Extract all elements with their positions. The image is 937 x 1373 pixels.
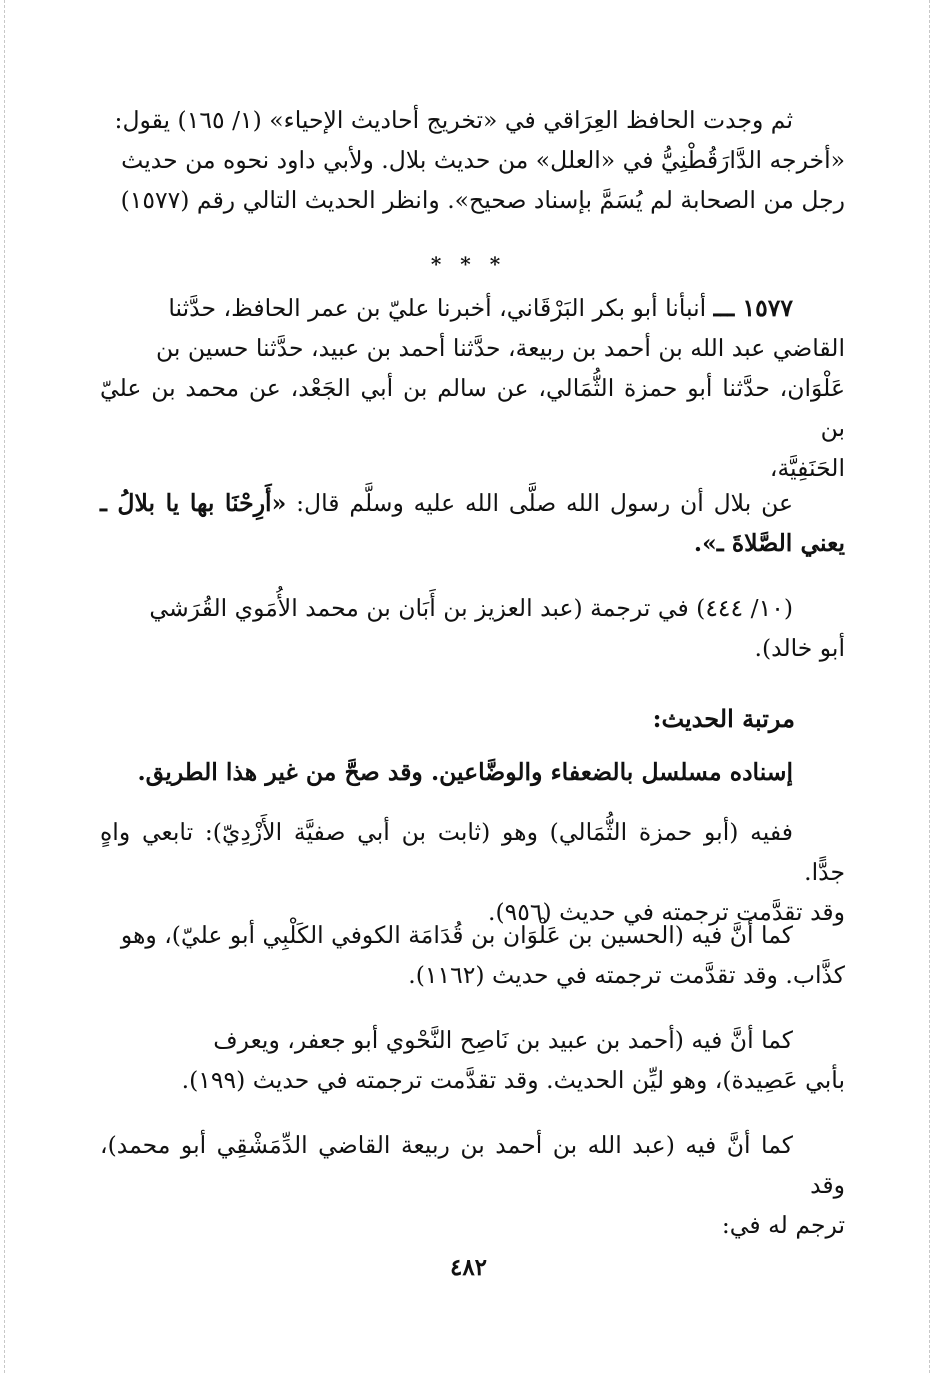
narrator-4-line-1: كما أنَّ فيه (عبد الله بن أحمد بن ربيعة القاضي الدِّمَشْقِي أبو محمد)، وقد [100, 1131, 845, 1199]
hadith-isnad [100, 288, 845, 488]
narrator-1-line-2: وقد تقدَّمت ترجمته في حديث (٩٥٦). [488, 898, 845, 926]
hadith-line-4: الحَنَفِيَّة، [769, 454, 845, 482]
hadith-line-2: القاضي عبد الله بن أحمد بن ربيعة، حدَّثنا أحمد بن عبيد، حدَّثنا حسين بن [156, 334, 845, 362]
reference-line-2: أبو خالد). [754, 634, 845, 662]
intro-line-2: «أخرجه الدَّارَقُطْنِيُّ في «العلل» من حديث بلال. ولأبي داود نحوه من حديث [121, 146, 845, 174]
right-margin-guide [929, 0, 930, 1373]
section-separator: * * * [430, 252, 507, 276]
source-reference [100, 588, 845, 668]
matn-text [100, 483, 845, 563]
reference-line-1: (١٠/ ٤٤٤) في ترجمة (عبد العزيز بن أَبَان بن محمد الأُمَوي القُرَشي [149, 594, 793, 622]
narrator-4-line-2: ترجم له في: [721, 1211, 845, 1239]
hadith-line-3: عَلْوَان، حدَّثنا أبو حمزة الثُّمَالي، عن سالم بن أبي الجَعْد، عن محمد بن عليّ بن [100, 374, 845, 442]
grade-heading: مرتبة الحديث: [652, 704, 795, 733]
narrator-2-line-2: كذَّاب. وقد تقدَّمت ترجمته في حديث (١١٦٢). [408, 961, 845, 989]
narrator-2-line-1: كما أنَّ فيه (الحسين بن عَلْوَان بن قُدَامَة الكوفي الكَلْبِي أبو عليّ)، وهو [120, 921, 793, 949]
intro-paragraph [100, 100, 845, 220]
hadith-line-1 [100, 288, 845, 328]
hadith-matn [100, 483, 845, 563]
narrator-1-line-1: ففيه (أبو حمزة الثُّمَالي) وهو (ثابت بن أبي صفيَّة الأَزْدِيّ): تابعي واهٍ جدًّا. [100, 818, 845, 886]
hadith-number: ١٥٧٧ ـــ [713, 294, 793, 322]
intro-line-3: رجل من الصحابة لم يُسَمَّ بإسناد صحيح». وانظر الحديث التالي رقم (١٥٧٧) [120, 186, 845, 214]
matn-quote: «أَرِحْنَا بها يا بلالُ ـ يعني الصَّلاةَ ـ». [100, 489, 845, 557]
grade-verdict-block [100, 752, 845, 792]
matn-intro: عن بلال أن رسول الله صلَّى الله عليه وسلَّم قال: [296, 489, 793, 517]
hadith-line-1-text: أنبأنا أبو بكر البَرْقَاني، أخبرنا عليّ بن عمر الحافظ، حدَّثنا [168, 294, 707, 322]
left-margin-guide [4, 0, 5, 1373]
narrator-3-line-2: بأبي عَصِيدة)، وهو ليِّن الحديث. وقد تقدَّمت ترجمته في حديث (١٩٩). [181, 1066, 845, 1094]
intro-line-1: ثم وجدت الحافظ العِرَاقي في «تخريج أحاديث الإحياء» (١/ ١٦٥) يقول: [114, 106, 793, 134]
narrator-note-2 [100, 915, 845, 995]
page-number: ٤٨٢ [449, 1254, 488, 1281]
grade-verdict: إسناده مسلسل بالضعفاء والوضَّاعين. وقد صحَّ من غير هذا الطريق. [137, 758, 793, 786]
narrator-note-3 [100, 1020, 845, 1100]
narrator-3-line-1: كما أنَّ فيه (أحمد بن عبيد بن نَاصِح النَّحْوي أبو جعفر، ويعرف [213, 1026, 793, 1054]
narrator-note-4 [100, 1125, 845, 1245]
narrator-note-1 [100, 812, 845, 932]
